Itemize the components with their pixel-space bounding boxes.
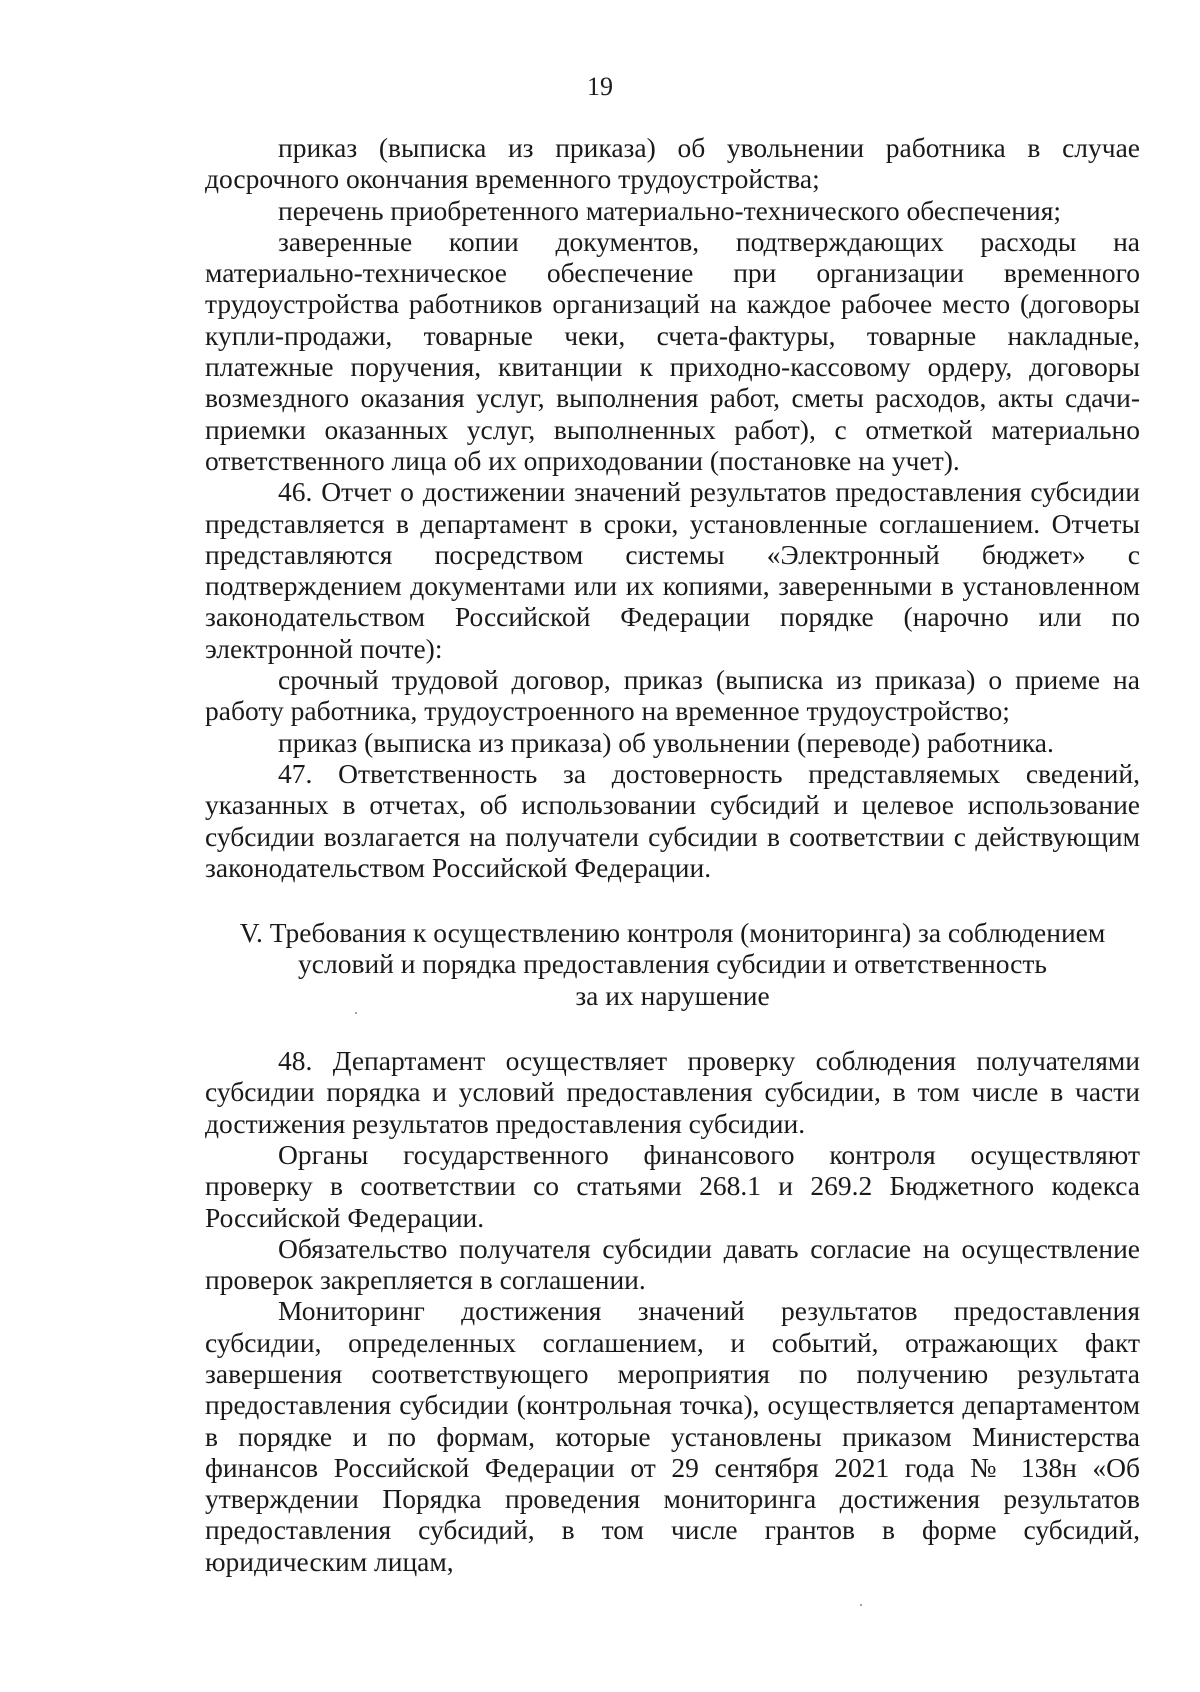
paragraph-item-46: 46. Отчет о достижении значений результатов предоставления субсидии представляется в департамент в сроки, установленные соглашением. Отчеты представляются посредством системы «Электронный бюджет» с подтверждением документами или их копиями, заверенными в установленном законодательством Российской Федерации порядке (нарочно или по электронной почте): <box>205 476 1140 664</box>
paragraph: приказ (выписка из приказа) об увольнении (переводе) работника. <box>278 726 1054 758</box>
paragraph-item-48: 48. Департамент осуществляет проверку соблюдения получателями субсидии порядка и условий предоставления субсидии, в том числе в части достижения результатов предоставления субсидии. <box>205 1045 1140 1139</box>
scan-speck <box>355 1012 357 1014</box>
paragraph: срочный трудовой договор, приказ (выписка из приказа) о приеме на работу работника, трудоустроенного на временное трудоустройство; <box>205 664 1140 727</box>
paragraph: Мониторинг достижения значений результатов предоставления субсидии, определенных соглашением, и событий, отражающих факт завершения соответствующего мероприятия по получению результата предоставления субсидии (контрольная точка), осуществляется департаментом в порядке и по формам, которые установлены приказом Министерства финансов Российской Федерации от 29 сентября 2021 года № 138н «Об утверждении Порядка проведения мониторинга достижения результатов предоставления субсидий, в том числе грантов в форме субсидий, юридическим лицам, <box>205 1295 1140 1577</box>
section-heading-line: V. Требования к осуществлению контроля (мониторинга) за соблюдением <box>239 917 1106 949</box>
page-number: 19 <box>587 72 613 101</box>
paragraph: приказ (выписка из приказа) об увольнении работника в случае досрочного окончания временного трудоустройства; <box>205 132 1140 195</box>
paragraph: Органы государственного финансового контроля осуществляют проверку в соответствии со статьями 268.1 и 269.2 Бюджетного кодекса Российской Федерации. <box>205 1138 1140 1233</box>
section-heading-line: за их нарушение <box>575 979 770 1011</box>
paragraph: перечень приобретенного материально-технического обеспечения; <box>278 194 1061 226</box>
paragraph: Обязательство получателя субсидии давать согласие на осуществление проверок закрепляется в соглашении. <box>205 1232 1140 1296</box>
section-heading <box>205 917 1140 1011</box>
paragraph-item-47: 47. Ответственность за достоверность представляемых сведений, указанных в отчетах, об использовании субсидий и целевое использование субсидии возлагается на получатели субсидии в соответствии с действующим законодательством Российской Федерации. <box>205 757 1140 883</box>
document-body <box>205 132 1140 1577</box>
section-heading-line: условий и порядка предоставления субсидии и ответственность <box>298 948 1047 980</box>
paragraph: заверенные копии документов, подтверждающих расходы на материально-техническое обеспечение при организации временного трудоустройства работников организаций на каждое рабочее место (договоры купли-продажи, товарные чеки, счета-фактуры, товарные накладные, платежные поручения, квитанции к приходно-кассовому ордеру, договоры возмездного оказания услуг, выполнения работ, сметы расходов, акты сдачи-приемки оказанных услуг, выполненных работ), с отметкой материально ответственного лица об их оприходовании (постановке на учет). <box>205 225 1140 476</box>
scan-speck <box>860 1604 862 1606</box>
